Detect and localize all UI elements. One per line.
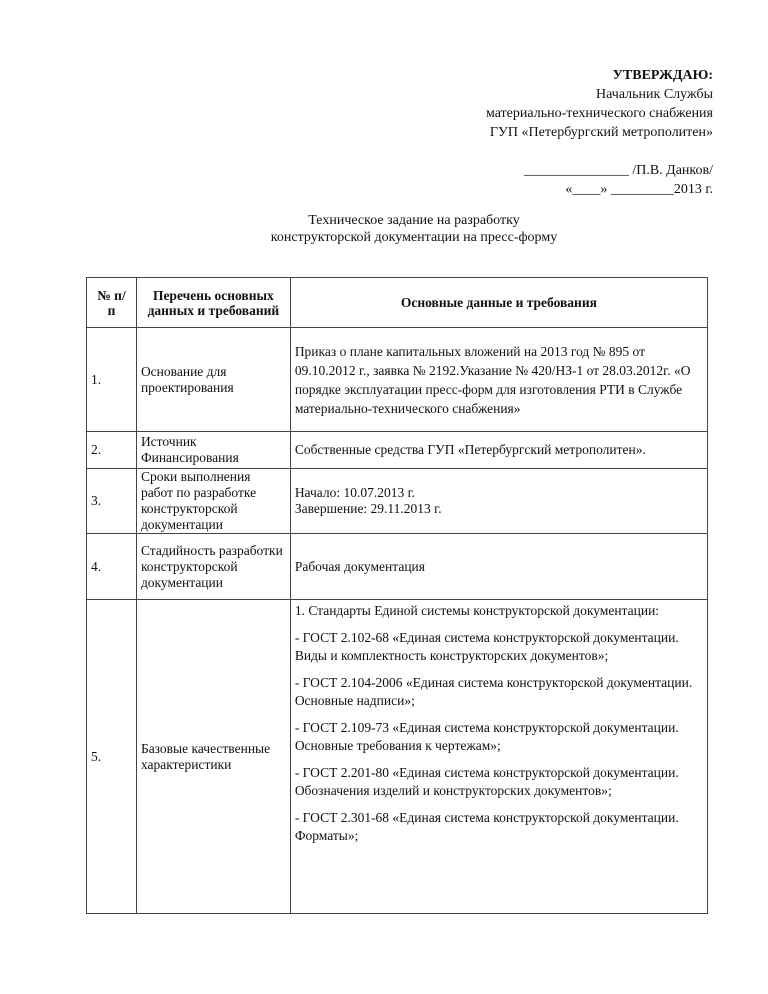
table-row — [87, 600, 708, 914]
standard-item: - ГОСТ 2.102-68 «Единая система конструкторской документации. Виды и комплектность конструкторских документов»; — [294, 630, 679, 663]
standard-item: - ГОСТ 2.301-68 «Единая система конструкторской документации. Форматы»; — [294, 810, 679, 843]
row-requirements: Рабочая документация — [290, 534, 707, 600]
row-number: 4. — [87, 534, 137, 600]
row-item: Основание для проектирования — [136, 328, 290, 432]
row-number: 2. — [87, 432, 137, 469]
spacer — [486, 142, 713, 161]
header-number: № п/п — [87, 278, 137, 328]
header-requirements: Основные данные и требования — [290, 278, 707, 328]
requirements-table — [86, 277, 708, 914]
document-title-line2: конструкторской документации на пресс-форму — [270, 230, 558, 245]
row-item: Сроки выполнения работ по разработке конструкторской документации — [136, 469, 290, 534]
start-date: Начало: 10.07.2013 г. — [294, 485, 416, 500]
approval-date-line: «____» _________2013 г. — [565, 182, 713, 197]
row-item: Источник Финансирования — [136, 432, 290, 469]
row-item: Стадийность разработки конструкторской документации — [136, 534, 290, 600]
row-requirements: Приказ о плане капитальных вложений на 2013 год № 895 от 09.10.2012 г., заявка № 2192.Указание № 420/НЗ-1 от 28.03.2012г. «О порядке эксплуатации пресс-форм для изготовления РТИ в Службе материально-технического снабжения» — [290, 328, 707, 432]
approver-position-line1: Начальник Службы — [596, 87, 713, 102]
row-number: 5. — [87, 600, 137, 914]
standard-item: - ГОСТ 2.104-2006 «Единая система конструкторской документации. Основные надписи»; — [294, 675, 693, 708]
approver-position-line2: материально-технического снабжения — [485, 106, 713, 121]
row-requirements — [290, 469, 707, 534]
document-title — [0, 212, 768, 246]
approval-heading: УТВЕРЖДАЮ: — [612, 68, 713, 83]
row-number: 3. — [87, 469, 137, 534]
document-title-line1: Техническое задание на разработку — [308, 213, 520, 228]
table-header-row — [87, 278, 708, 328]
signature-line: _______________ /П.В. Данков/ — [523, 163, 713, 178]
standard-item: - ГОСТ 2.109-73 «Единая система конструкторской документации. Основные требования к чертежам»; — [294, 720, 679, 753]
header-item: Перечень основных данных и требований — [136, 278, 290, 328]
row-number: 1. — [87, 328, 137, 432]
table-row — [87, 534, 708, 600]
row-requirements — [290, 600, 707, 914]
approval-block — [486, 66, 713, 199]
table-row — [87, 432, 708, 469]
approver-organization: ГУП «Петербургский метрополитен» — [489, 125, 713, 140]
standards-heading: 1. Стандарты Единой системы конструкторской документации: — [294, 603, 660, 618]
table-row — [87, 328, 708, 432]
table-row — [87, 469, 708, 534]
row-requirements: Собственные средства ГУП «Петербургский метрополитен». — [290, 432, 707, 469]
row-item: Базовые качественные характеристики — [136, 600, 290, 914]
end-date: Завершение: 29.11.2013 г. — [294, 501, 442, 516]
standard-item: - ГОСТ 2.201-80 «Единая система конструкторской документации. Обозначения изделий и конструкторских документов»; — [294, 765, 679, 798]
